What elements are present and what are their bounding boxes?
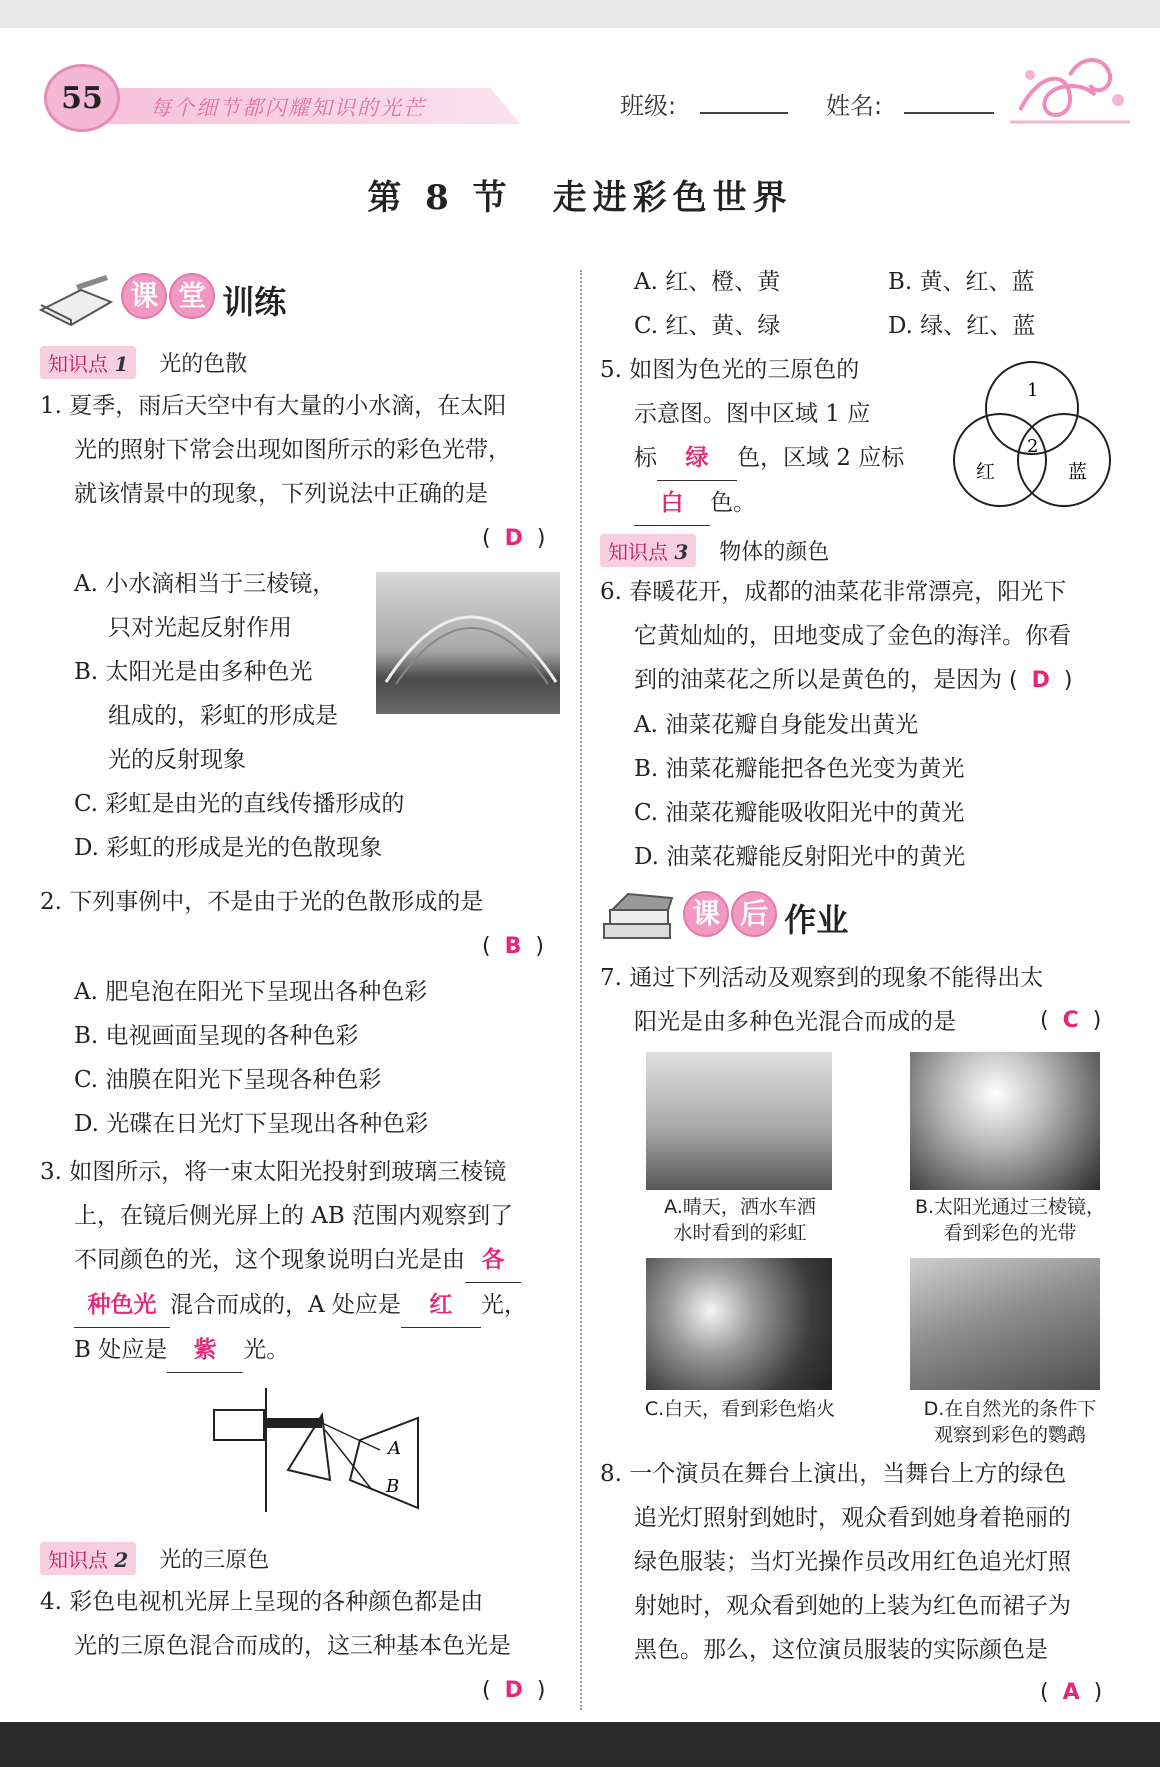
q1-option-c: C. 彩虹是由光的直线传播形成的 — [74, 791, 405, 817]
paren-open: ( — [1009, 668, 1018, 693]
q8-line: 黑色。那么，这位演员服装的实际颜色是 — [634, 1637, 1048, 1663]
notebook-pen-icon — [36, 270, 116, 330]
question-3 — [40, 1150, 560, 1373]
q1-line: 光的照射下常会出现如图所示的彩色光带， — [74, 437, 511, 463]
q2-answer-box — [482, 934, 544, 959]
q3-line: 上，在镜后侧光屏上的 AB 范围内观察到了 — [74, 1203, 514, 1229]
q7-answer-box — [1040, 1008, 1101, 1033]
venn-blue-label: 蓝 — [1068, 461, 1088, 483]
q7-line: 阳光是由多种色光混合而成的是 — [634, 1009, 956, 1035]
venn-red-label: 红 — [976, 461, 996, 483]
q4-option-b: B. 黄、红、蓝 — [888, 269, 1035, 295]
paren-close: ) — [1092, 1008, 1102, 1033]
caption-line: 观察到彩色的鹦鹉 — [933, 1424, 1086, 1446]
books-icon — [598, 888, 678, 948]
q6-line: 它黄灿灿的，田地变成了金色的海洋。你看 — [634, 623, 1071, 649]
kp-num: 1 — [114, 352, 129, 376]
q4-line: 4. 彩色电视机光屏上呈现的各种颜色都是由 — [40, 1589, 484, 1615]
q1-answer: D — [504, 526, 523, 551]
paren-open: ( — [482, 1678, 491, 1703]
knowledge-point-1 — [40, 346, 247, 379]
q2-option-d: D. 光碟在日光灯下呈现出各种色彩 — [74, 1111, 429, 1137]
q6-option-c: C. 油菜花瓣能吸收阳光中的黄光 — [634, 800, 965, 826]
section-title: 第 8 节 走进彩色世界 — [367, 178, 793, 218]
q6-option-a: A. 油菜花瓣自身能发出黄光 — [634, 712, 919, 738]
q8-line: 射她时，观众看到她的上装为红色而裙子为 — [634, 1593, 1071, 1619]
q5-line: 色，区域 2 应标 — [737, 445, 905, 471]
kp-tag: 知识点 — [48, 352, 108, 376]
q5-line: 色。 — [710, 490, 756, 516]
classroom-training-banner — [36, 270, 286, 340]
paren-open: ( — [1040, 1008, 1049, 1033]
q7-answer: C — [1062, 1008, 1079, 1033]
q7-caption-a — [630, 1194, 850, 1246]
q7-line: 7. 通过下列活动及观察到的现象不能得出太 — [600, 965, 1044, 991]
q6-answer: D — [1031, 668, 1050, 693]
kp-title: 物体的颜色 — [719, 540, 830, 565]
q1-answer-box — [482, 526, 545, 551]
label-a: A — [388, 1438, 401, 1459]
rainbow-arc-icon — [376, 572, 560, 714]
kp-title: 光的色散 — [159, 352, 248, 377]
q6-option-b: B. 油菜花瓣能把各色光变为黄光 — [634, 756, 965, 782]
venn-region-1: 1 — [1027, 380, 1039, 401]
q1-options — [74, 562, 404, 870]
question-1-stem — [40, 384, 511, 516]
q2-answer: B — [504, 934, 522, 959]
caption-line: C.白天，看到彩色焰火 — [644, 1398, 836, 1420]
fireworks-photo — [646, 1258, 832, 1390]
q8-line: 8. 一个演员在舞台上演出，当舞台上方的绿色 — [600, 1461, 1067, 1487]
paren-open: ( — [1040, 1680, 1049, 1705]
q1-line: 就该情景中的现象，下列说法中正确的是 — [74, 481, 488, 507]
question-6 — [600, 570, 1072, 879]
q8-line: 绿色服装；当灯光操作员改用红色追光灯照 — [634, 1549, 1071, 1575]
q3-line: 3. 如图所示，将一束太阳光投射到玻璃三棱镜 — [40, 1159, 507, 1185]
q3-line: 不同颜色的光，这个现象说明白光是由 — [74, 1247, 465, 1273]
question-5 — [600, 348, 904, 526]
q3-blank-1[interactable]: 各 — [465, 1238, 521, 1283]
three-primary-colors-venn — [940, 360, 1122, 520]
top-strip — [0, 0, 1160, 28]
q3-blank-2[interactable]: 红 — [401, 1283, 481, 1328]
banner-char-1: 课 — [683, 891, 729, 937]
q6-option-d: D. 油菜花瓣能反射阳光中的黄光 — [634, 844, 966, 870]
paren-close: ) — [536, 526, 546, 551]
paren-close: ) — [535, 934, 544, 959]
question-8 — [600, 1452, 1071, 1672]
bottom-strip — [0, 1722, 1160, 1767]
caption-line: 看到彩色的光带 — [943, 1222, 1077, 1244]
q4-option-d: D. 绿、红、蓝 — [888, 313, 1036, 339]
kp-title: 光的三原色 — [159, 1548, 270, 1573]
q3-line: 光， — [480, 1292, 527, 1318]
q4-option-a: A. 红、橙、黄 — [634, 269, 781, 295]
label-b: B — [386, 1476, 400, 1497]
banner-char-1: 课 — [121, 273, 167, 319]
q3-blank-3[interactable]: 紫 — [167, 1328, 243, 1373]
q7-caption-c — [630, 1396, 850, 1422]
q3-blank-1-cont[interactable]: 种色光 — [74, 1283, 170, 1328]
q2-option-a: A. 肥皂泡在阳光下呈现出各种色彩 — [74, 979, 428, 1005]
banner-char-2: 后 — [731, 891, 777, 937]
q2-options — [74, 970, 428, 1146]
parrots-photo — [910, 1258, 1100, 1390]
banner-rest: 训练 — [222, 283, 287, 321]
banner-rest: 作业 — [784, 901, 849, 939]
q2-option-b: B. 电视画面呈现的各种色彩 — [74, 1023, 359, 1049]
q5-line: 示意图。图中区域 1 应 — [634, 401, 871, 427]
q5-blank-2[interactable]: 白 — [634, 481, 710, 526]
rainbow-photo — [376, 572, 560, 714]
homework-banner — [598, 888, 848, 958]
q7-caption-d — [890, 1396, 1130, 1448]
q8-line: 追光灯照射到她时，观众看到她身着艳丽的 — [634, 1505, 1071, 1531]
prism-light-photo — [910, 1052, 1100, 1190]
q8-answer: A — [1062, 1680, 1080, 1705]
prism-diagram — [200, 1380, 440, 1520]
q5-line: 5. 如图为色光的三原色的 — [600, 357, 860, 383]
q3-line: 光。 — [243, 1337, 290, 1363]
q1-option-b-cont: 组成的，彩虹的形成是 — [108, 703, 338, 729]
banner-char-2: 堂 — [169, 273, 215, 319]
q1-option-a-cont: 只对光起反射作用 — [108, 615, 292, 641]
paren-close: ) — [536, 1678, 546, 1703]
name-field[interactable] — [904, 112, 994, 114]
question-2-stem: 2. 下列事例中，不是由于光的色散形成的是 — [40, 889, 484, 915]
q3-line: 混合而成的，A 处应是 — [170, 1292, 401, 1318]
question-4-stem — [40, 1580, 511, 1668]
kp-num: 3 — [674, 540, 689, 564]
sprinkler-truck-photo — [646, 1052, 832, 1190]
q7-caption-b — [890, 1194, 1130, 1246]
caption-line: A.晴天，洒水车洒 — [664, 1196, 816, 1218]
caption-line: D.在自然光的条件下 — [923, 1398, 1097, 1420]
header-slogan: 每个细节都闪耀知识的光芒 — [150, 96, 426, 120]
kp-tag: 知识点 — [608, 540, 668, 564]
kp-num: 2 — [114, 1548, 129, 1572]
q5-line: 标 — [634, 445, 657, 471]
knowledge-point-2 — [40, 1542, 269, 1575]
q1-option-b-cont: 光的反射现象 — [108, 747, 246, 773]
paren-open: ( — [482, 526, 491, 551]
q4-line: 光的三原色混合而成的，这三种基本色光是 — [74, 1633, 511, 1659]
caption-line: B.太阳光通过三棱镜， — [914, 1196, 1106, 1218]
q4-answer-box — [482, 1678, 545, 1703]
q4-answer: D — [504, 1678, 523, 1703]
q4-option-c: C. 红、黄、绿 — [634, 313, 781, 339]
paren-close: ) — [1093, 1680, 1103, 1705]
q6-line: 6. 春暖花开，成都的油菜花非常漂亮，阳光下 — [600, 579, 1067, 605]
venn-region-2: 2 — [1027, 436, 1039, 457]
class-label: 班级: — [620, 92, 677, 120]
question-7 — [600, 956, 1043, 1044]
q6-line: 到的油菜花之所以是黄色的，是因为 — [634, 667, 1002, 693]
q1-option-d: D. 彩虹的形成是光的色散现象 — [74, 835, 383, 861]
class-field[interactable] — [700, 112, 788, 114]
q1-option-a: A. 小水滴相当于三棱镜， — [74, 571, 336, 597]
column-divider — [580, 270, 582, 1710]
flourish-ornament-icon — [1010, 50, 1130, 130]
paren-open: ( — [482, 934, 491, 959]
q2-option-c: C. 油膜在阳光下呈现各种色彩 — [74, 1067, 382, 1093]
kp-tag: 知识点 — [48, 1548, 108, 1572]
q8-answer-box — [1040, 1680, 1102, 1705]
paren-close: ) — [1063, 668, 1073, 693]
page-number: 55 — [44, 64, 120, 132]
q1-line: 1. 夏季，雨后天空中有大量的小水滴，在太阳 — [40, 393, 507, 419]
caption-line: 水时看到的彩虹 — [673, 1222, 807, 1244]
q3-line: B 处应是 — [74, 1337, 168, 1363]
q5-blank-1[interactable]: 绿 — [657, 436, 737, 481]
knowledge-point-3 — [600, 534, 829, 567]
name-label: 姓名: — [826, 92, 883, 120]
q1-option-b: B. 太阳光是由多种色光 — [74, 659, 313, 685]
